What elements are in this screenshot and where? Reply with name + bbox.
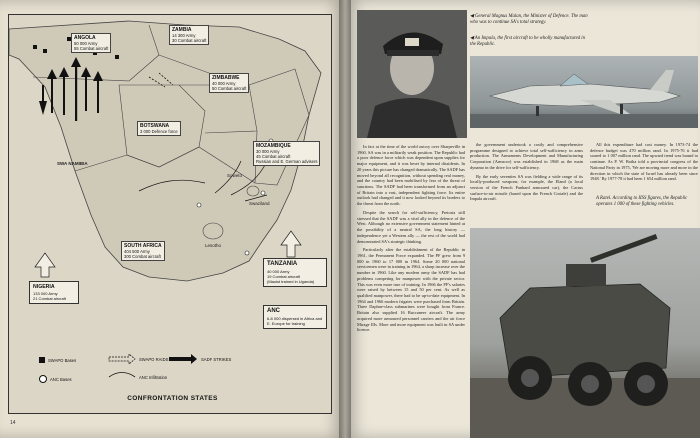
zimbabwe-label: ZIMBABWE 40 000 Army 50 Combat aircraft	[209, 73, 249, 93]
legend-swapo-bases: SWAPO Bases	[48, 357, 77, 363]
tanzania-arrow	[281, 231, 301, 257]
namibia-region-label: SWA NAMIBIA	[57, 161, 88, 166]
impala-aircraft-photo	[470, 56, 698, 128]
nigeria-arrow	[35, 253, 55, 277]
swapo-bases-symbol	[39, 357, 45, 363]
body-paragraph: All this expenditure had cost money. In 1973-74 the defence budget was 470 million rand. In 1975-76 it had soared to 1 007 million rand. The upward trend was bound to continue. As P. W. Botha told a provincial congress of the National Party in 1975, 'We are moving more and more in the direction in which the state of Israel has already been since 1948.' By 1977-78 it had been 1 654 million rand.	[590, 142, 698, 182]
body-column-1	[357, 144, 465, 432]
lesotho-region-label: Lesotho	[205, 243, 222, 248]
ratel-vehicle-photo	[470, 228, 700, 438]
body-paragraph: the government undertook a costly and comprehensive programme designed to achieve total self-sufficiency in arms production. The Armaments Development and Manufacturing Corporation (Armscor) was established in 1968 as the main dynamo in the drive for self-sufficiency.	[470, 142, 583, 170]
lesotho-outline	[203, 223, 223, 239]
anc-box: ANC 6-8 000 dispersed in Africa and E. Europe for training	[263, 305, 327, 329]
swaziland-region-label: Swaziland	[249, 201, 270, 206]
legend-sadf-strikes: SADF STRIKES	[201, 357, 232, 362]
map-artwork	[9, 15, 331, 413]
body-paragraph: Particularly after the establishment of the Republic in 1961, the Permanent Force expanded. The PF grew from 9 000 in 1960 to 17 000 in 1964. Some 20 000 national servicemen were in training in 1964, a sharp increase over the number in 1960. Like any modern army the SADF has had problems competing for manpower with the private sector. This was even more true of training. In 1966 the PF's salaries were raised by between 15 and 50 per cent. As well as qualified manpower, there had to be up-to-date equipment. In 1964 and 1966 modern frigates were purchased from Britain. Three Daphne-class submarines were bought from France. Britain also supplied 16 Buccaneer aircraft. The army acquired more armoured personnel carriers and the air force Mirage IIIs. More and more equipment was built in SA under licence.	[357, 247, 465, 333]
page-number: 14	[10, 420, 16, 426]
map-legend	[39, 357, 329, 385]
tanzania-box: TANZANIA 40 000 Army 19 Combat aircraft (Maoist trained in Uganda)	[263, 258, 327, 287]
zambia-label: ZAMBIA 14 300 Army 30 Combat aircraft	[169, 25, 209, 45]
anc-bases-symbol	[39, 375, 47, 383]
legend-swapo-raids: SWAPO RAIDS	[139, 357, 169, 362]
body-column-3	[590, 142, 698, 194]
swaziland-outline	[247, 186, 259, 196]
confrontation-map	[8, 14, 332, 414]
botswana-label: BOTSWANA 3 000 Defence force	[137, 121, 181, 136]
legend-anc-infiltration: ANC Infiltration	[139, 375, 168, 380]
soweto-label: Soweto	[227, 173, 243, 178]
ratel-caption: A Ratel. According to IISS figures, the Republic operates 1 000 of these fighting vehicles.	[596, 196, 688, 208]
map-title: CONFRONTATION STATES	[127, 395, 218, 402]
angola-label: ANGOLA 50 000 Army 55 Combat aircraft	[71, 33, 111, 53]
body-paragraph: By the early seventies SA was fielding a wide range of its locally-produced weapons; for example, the Eland (a local version of the French Panhard armoured car), the Cactus surface-to-air missile (based upon the French Crotale) and the Impala aircraft.	[470, 173, 583, 202]
south-africa-label: SOUTH AFRICA 404 500 Army 300 Combat aircraft	[121, 241, 165, 261]
mozambique-label: MOZAMBIQUE 30 000 Army 45 Combat aircraft Russian and E. German advisers	[253, 141, 320, 166]
book-gutter	[339, 0, 351, 438]
legend-anc-bases: ANC Bases	[50, 376, 72, 382]
body-paragraph: In fact at the time of the world outcry over Sharpeville in 1960, SA was in a militarily weak position. The Republic had a poor defence force which was dependent upon supplies for major equipment, and it was beset by internal dissidents. In 20 years this picture has changed dramatically. The SADF has moved beyond all recognition, without spending real money, and the country had been mobilised by fear of the threat of sanctions. The SADF had been transformed from an adjunct of Britain into a vast, independent fighting force. Its entire outlook had changed and it now looked beyond its borders to the threat from the north.	[357, 144, 465, 207]
nigeria-box: NIGERIA 133 000 Army 21 Combat aircraft	[29, 281, 79, 304]
general-caption: ◀ General Magnus Malan, the Minister of Defence. The man who was to continue SA's total strategy.	[470, 14, 588, 26]
body-column-2	[470, 142, 583, 226]
body-paragraph: Despite the search for self-sufficiency, Pretoria still stressed that the SADF was a vital ally in the defence of the West. Although no extensive government statement hinted at the possibility of a neutral SA, the long history — independence yet a Western ally — the rest of the world had demonstrated SA's strategic thinking.	[357, 209, 465, 244]
impala-caption: ◀ An Impala, the first aircraft to be wholly manufactured in the Republic.	[470, 36, 586, 48]
general-malan-photo	[357, 10, 467, 138]
